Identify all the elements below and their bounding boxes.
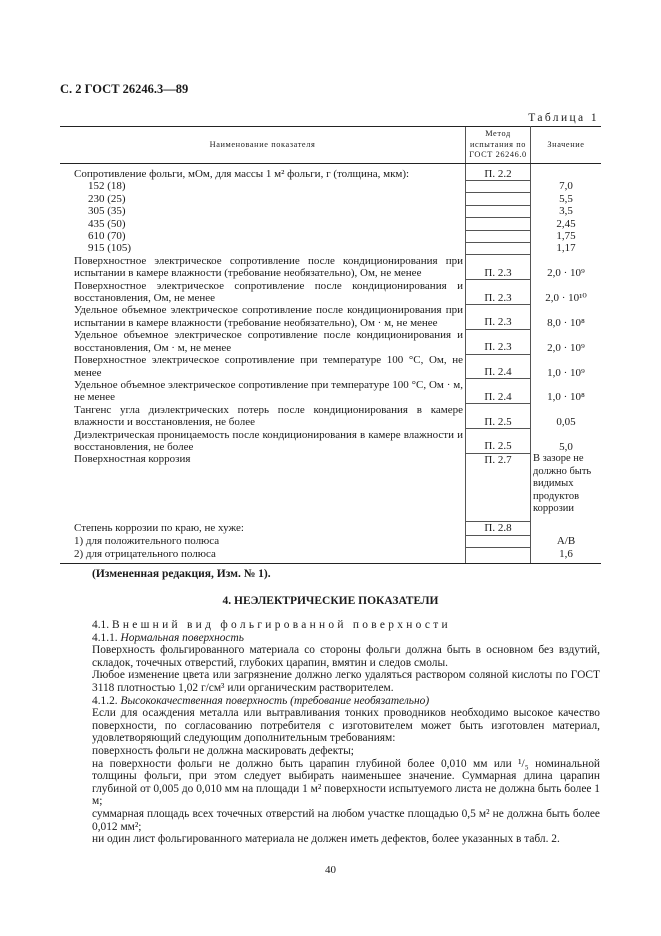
row-method: П. 2.3 xyxy=(466,280,531,305)
table-row xyxy=(60,255,601,280)
edition-note: (Измененная редакция, Изм. № 1). xyxy=(92,568,271,580)
row-method: П. 2.5 xyxy=(466,429,531,454)
table-row xyxy=(60,453,601,522)
row-method: П. 2.4 xyxy=(466,354,531,379)
subsection-heading: 4.1.2. Высококачественная поверхность (требование необязательно) xyxy=(92,694,430,707)
section-body xyxy=(92,619,600,846)
table-row xyxy=(60,304,601,329)
column-header-value: Значение xyxy=(531,127,602,164)
row-name: Сопротивление фольги, мОм, для массы 1 м² фольги, г (толщина, мкм): xyxy=(74,167,410,180)
row-name: 2) для отрицательного полюса xyxy=(60,548,466,564)
row-value: 2,0 · 10⁹ xyxy=(547,341,585,354)
table-row xyxy=(60,180,601,192)
row-name: Удельное объемное электрическое сопротивление после кондиционирования при испытании в камере влажности (требование необязательно), Ом · м, не менее xyxy=(74,304,463,329)
row-value: 8,0 · 10⁸ xyxy=(547,316,585,329)
table-row xyxy=(60,329,601,354)
row-name: 305 (35) xyxy=(88,205,126,218)
table-row xyxy=(60,379,601,404)
row-value: 7,0 xyxy=(559,180,573,193)
table-header-row xyxy=(60,127,601,164)
table-row xyxy=(60,205,601,217)
row-name: Степень коррозии по краю, не хуже: xyxy=(74,521,244,534)
row-name: Поверхностное электрическое сопротивление при температуре 100 °С, Ом, не менее xyxy=(74,354,463,379)
table-row xyxy=(60,242,601,254)
paragraph: суммарная площадь всех точечных отверстий на любом участке площадью 0,5 м² не должна быть более 0,012 мм²; xyxy=(92,807,600,833)
row-value: 1,6 xyxy=(531,548,602,564)
row-name: 152 (18) xyxy=(88,180,126,193)
row-method: П. 2.8 xyxy=(466,522,531,535)
row-value: В зазоре не должно быть видимых продуктов коррозии xyxy=(533,453,592,515)
row-name: 915 (105) xyxy=(88,242,132,255)
table-caption: Таблица 1 xyxy=(528,112,599,124)
table-row xyxy=(60,522,601,535)
properties-table xyxy=(60,126,601,564)
row-value: 2,45 xyxy=(556,217,576,230)
page-number: 40 xyxy=(325,864,336,876)
row-value xyxy=(531,163,602,180)
table-row xyxy=(60,548,601,564)
table-row xyxy=(60,535,601,547)
row-name: Поверхностное электрическое сопротивление после кондиционирования и восстановления, Ом, не менее xyxy=(74,279,463,305)
row-value: 3,5 xyxy=(559,205,573,218)
column-header-name: Наименование показателя xyxy=(60,127,466,164)
subsection-title: Внешний вид фольгированной поверхности xyxy=(111,619,451,631)
row-name: Диэлектрическая проницаемость после кондиционирования в камере влажности и восстановления, не более xyxy=(74,428,463,453)
row-name: Удельное объемное электрическое сопротивление после кондиционирования и восстановления, Ом · м, не менее xyxy=(74,329,463,354)
paragraph: Любое изменение цвета или загрязнение должно легко удаляться раствором соляной кислоты по ГОСТ 3118 плотностью 1,02 г/см³ или органическим растворителем. xyxy=(92,669,600,694)
row-value: 1,0 · 10⁹ xyxy=(547,366,585,379)
table-row xyxy=(60,280,601,305)
row-method: П. 2.5 xyxy=(466,404,531,429)
table-row xyxy=(60,193,601,205)
paragraph: Если для осаждения металла или вытравливания тонких проводников необходимо высокое качество поверхности, по согласованию потребителя с изготовителем может быть изготовлен материал, удовлетворяющий следующим дополнительным требованиям: xyxy=(92,707,600,745)
paragraph: на поверхности фольги не должно быть царапин глубиной более 0,010 мм или ¹/₅ номинальной толщины фольги, при этом следует выбирать наименьшее значение. Суммарная длина царапин глубиной от 0,005 до 0,010 мм на площади 1 м² поверхности испытуемого листа не должна быть более 1 м; xyxy=(92,757,600,808)
table-row xyxy=(60,354,601,379)
paragraph: Поверхность фольгированного материала со стороны фольги должна быть в основном без вздутий, складок, точечных отверстий, глубоких царапин, вмятин и следов смолы. xyxy=(92,644,600,669)
row-value: А/В xyxy=(556,535,576,548)
paragraph: ни один лист фольгированного материала не должен иметь дефектов, более указанных в табл. 2. xyxy=(92,833,560,846)
row-value: 1,75 xyxy=(556,230,576,243)
table-row xyxy=(60,429,601,454)
row-name: Тангенс угла диэлектрических потерь после кондиционирования в камере влажности и восстановления, не более xyxy=(74,403,463,429)
row-method: П. 2.7 xyxy=(466,453,531,522)
column-header-method: Метод испытания по ГОСТ 26246.0 xyxy=(466,127,531,164)
table-row xyxy=(60,163,601,180)
row-value: 5,0 xyxy=(559,440,573,453)
subsection-title: Высококачественная поверхность (требование необязательно) xyxy=(120,694,430,707)
row-method: П. 2.3 xyxy=(466,329,531,354)
row-name: Поверхностная коррозия xyxy=(74,453,191,466)
table-row xyxy=(60,404,601,429)
row-method: П. 2.2 xyxy=(466,163,531,180)
page-header: С. 2 ГОСТ 26246.3—89 xyxy=(60,82,189,96)
row-value: 2,0 · 10⁹ xyxy=(547,267,585,280)
row-value: 1,17 xyxy=(556,242,576,255)
row-method: П. 2.3 xyxy=(466,255,531,280)
row-name: 610 (70) xyxy=(88,230,126,243)
row-name: Поверхностное электрическое сопротивление после кондиционирования при испытании в камере влажности (требование необязательно), Ом, не менее xyxy=(74,254,463,280)
row-name: 230 (25) xyxy=(88,192,126,205)
row-method: П. 2.3 xyxy=(466,304,531,329)
paragraph: поверхность фольги не должна маскировать дефекты; xyxy=(92,744,354,757)
row-name: 1) для положительного полюса xyxy=(74,535,220,548)
row-name: 435 (50) xyxy=(88,217,126,230)
row-value: 2,0 · 10¹⁰ xyxy=(545,292,587,305)
row-value: 0,05 xyxy=(556,416,576,429)
subsection-heading: 4.1.1. Нормальная поверхность xyxy=(92,631,244,644)
section-title: 4. НЕЭЛЕКТРИЧЕСКИЕ ПОКАЗАТЕЛИ xyxy=(222,595,439,607)
row-value: 5,5 xyxy=(559,192,573,205)
subsection-title: Нормальная поверхность xyxy=(120,631,244,644)
table-row xyxy=(60,230,601,242)
subsection-heading: 4.1. Внешний вид фольгированной поверхности xyxy=(92,619,451,631)
row-value: 1,0 · 10⁸ xyxy=(547,391,585,404)
row-method: П. 2.4 xyxy=(466,379,531,404)
row-name: Удельное объемное электрическое сопротивление при температуре 100 °С, Ом · м, не менее xyxy=(74,378,463,404)
table-row xyxy=(60,218,601,230)
